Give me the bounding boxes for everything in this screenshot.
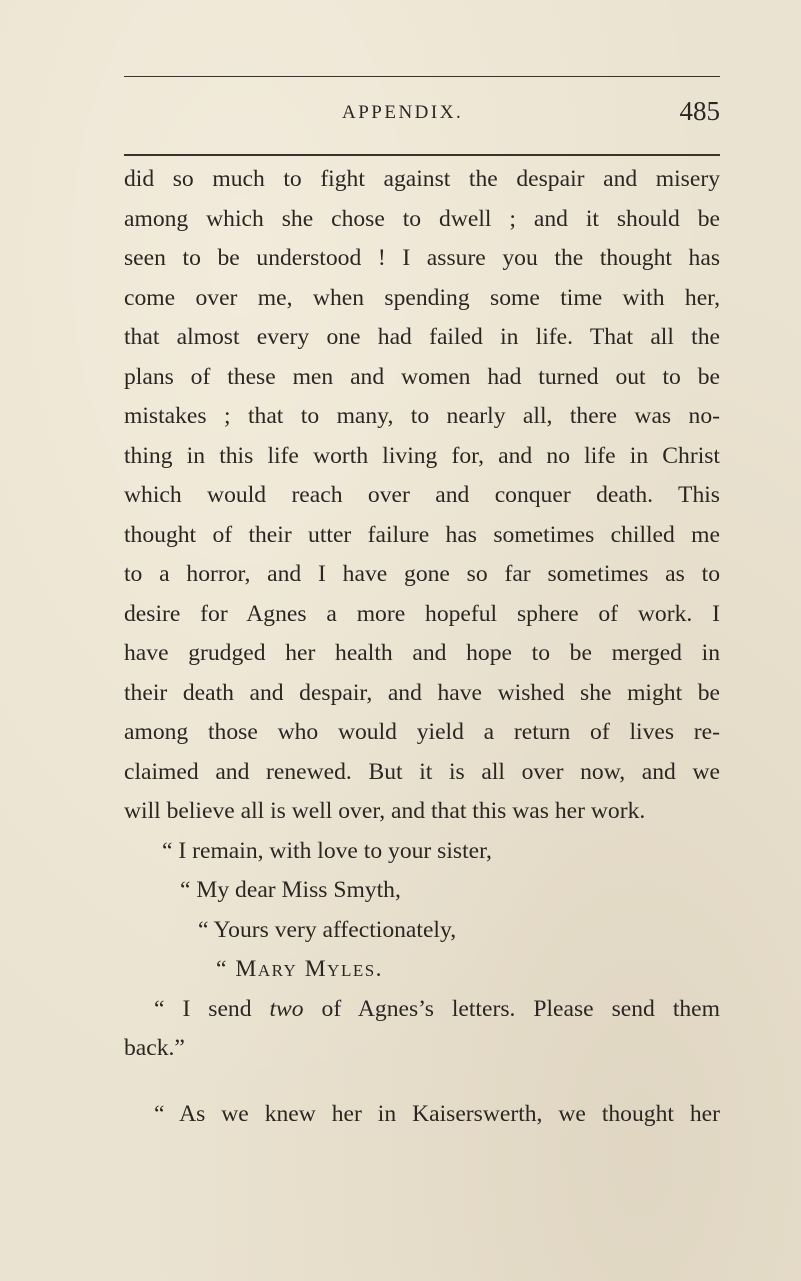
text-line: did so much to fight against the despair and misery	[124, 166, 720, 192]
text-line: will believe all is well over, and that this was her work.	[124, 798, 646, 824]
text-line: have grudged her health and hope to be merged in	[124, 640, 720, 666]
closing-line: “ I remain, with love to your sister,	[162, 837, 492, 864]
page-number: 485	[679, 96, 720, 126]
text-line: that almost every one had failed in life. That all the	[124, 324, 720, 350]
text-line: claimed and renewed. But it is all over now, and we	[124, 758, 720, 785]
text-line: come over me, when spending some time with her,	[124, 284, 720, 311]
text-line: their death and despair, and have wished she might be	[124, 679, 720, 706]
text-line: “ As we knew her in Kaiserswerth, we thought her	[154, 1100, 720, 1127]
letter-closing	[124, 832, 720, 990]
header-rule-top	[124, 76, 720, 77]
paragraph	[124, 1095, 720, 1135]
text-line: to a horror, and I have gone so far sometimes as to	[124, 561, 720, 587]
text-line: thing in this life worth living for, and no life in Christ	[124, 442, 720, 469]
text-line: among those who would yield a return of lives re-	[124, 719, 720, 745]
text-line	[124, 990, 720, 1030]
emphasis-text: two	[269, 995, 304, 1022]
closing-salutation: “ My dear Miss Smyth,	[180, 877, 401, 903]
paragraph	[124, 160, 720, 832]
body-text	[124, 160, 720, 1134]
postscript	[124, 990, 720, 1069]
text-line: which would reach over and conquer death. This	[124, 482, 720, 508]
text-run: of Agnes’s letters. Please send them	[303, 995, 720, 1022]
text-line: desire for Agnes a more hopeful sphere of work. I	[124, 600, 720, 627]
running-head	[124, 96, 720, 132]
paragraph-gap	[124, 1069, 720, 1095]
text-line: mistakes ; that to many, to nearly all, there was no-	[124, 403, 720, 429]
text-line: among which she chose to dwell ; and it should be	[124, 205, 720, 232]
text-line: thought of their utter failure has sometimes chilled me	[124, 521, 720, 548]
text-run: “ I send	[154, 995, 270, 1022]
closing-valediction: “ Yours very affectionately,	[198, 916, 457, 943]
signature: “ Mary Myles.	[216, 956, 384, 982]
header-title: APPENDIX.	[342, 102, 464, 123]
header-rule-bottom	[124, 154, 720, 156]
text-line: plans of these men and women had turned out to be	[124, 363, 720, 390]
text-line: seen to be understood ! I assure you the thought has	[124, 245, 720, 271]
text-line: back.”	[124, 1035, 185, 1061]
